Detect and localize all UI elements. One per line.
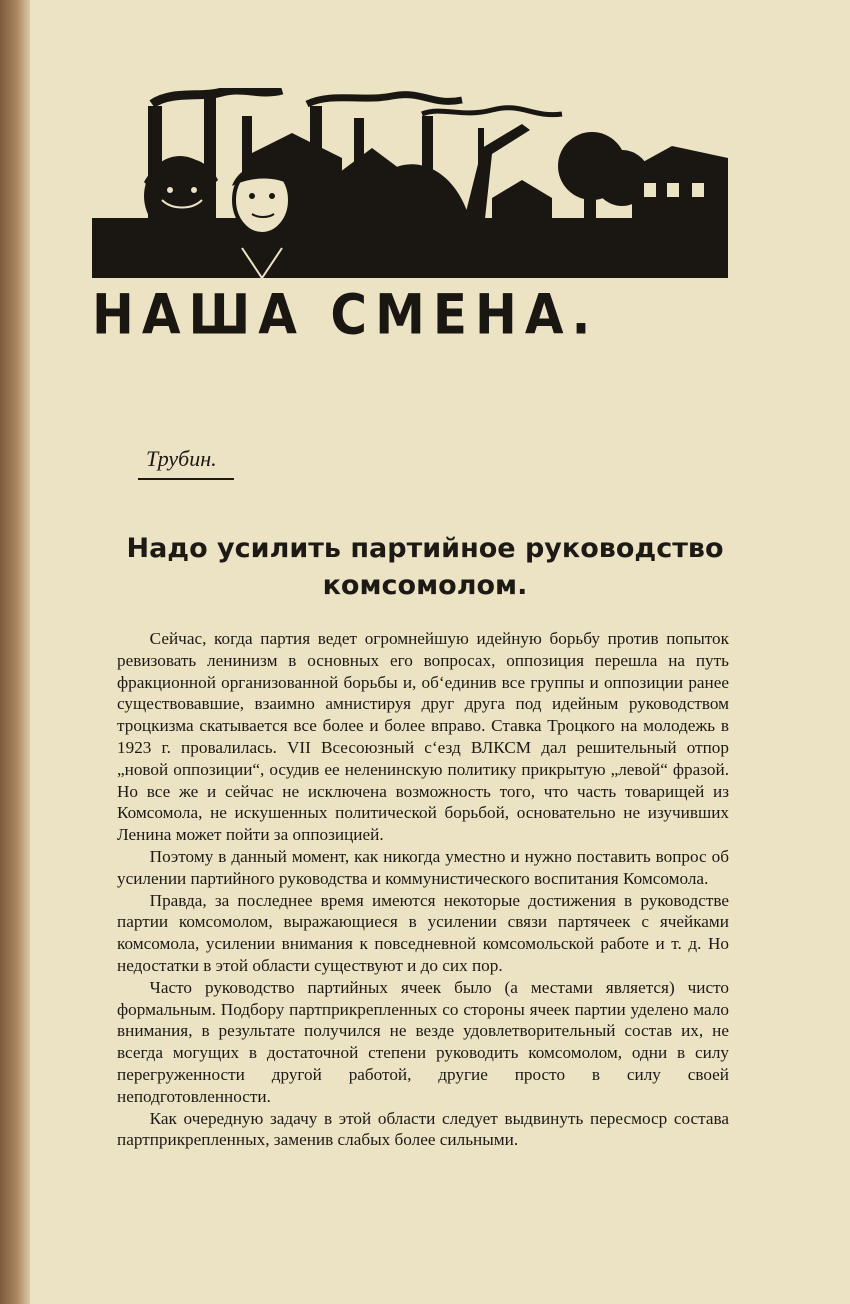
article-author: Трубин. [146,446,217,471]
header-illustration [92,88,728,278]
article-paragraph: Сейчас, когда партия ведет огромнейшую идейную борьбу против попыток ревизовать ленинизм в основных его вопросах, оппозиция перешла на путь фракционной организованной борьбы и, об‘единив все группы и оппозиции ранее существовавшие, взаимно амнистируя друг друга под идейным руководством троцкизма скатывается все более и более вправо. Ставка Троцкого на молодежь в 1923 г. провалилась. VII Всесоюзный с‘езд ВЛКСМ дал решительный отпор „новой оппозиции“, осудив ее неленинскую политику прикрытую „левой“ фразой. Но все же и сейчас не исключена возможность того, что часть товарищей из Комсомола, не искушенных политической борьбой, основательно не изучивших Ленина может пойти за оппозицией. [117,629,729,845]
author-underline [138,478,234,480]
article-paragraph: Поэтому в данный момент, как никогда уместно и нужно поставить вопрос об усилении партийного руководства и коммунистического воспитания Комсомола. [117,846,729,888]
factory-youth-illustration [92,88,728,278]
magazine-section-title: НАША СМЕНА. [92,283,599,347]
headline-line-1: Надо усилить партийное руководство [126,533,724,564]
article-body [117,628,729,1151]
headline-line-2: комсомолом. [322,570,528,601]
page-binding-edge [0,0,30,1304]
article-paragraph: Правда, за последнее время имеются некоторые достижения в руководстве партии комсомолом, выражающиеся в усилении связи партячеек с ячейками комсомола, усилении внимания к повседневной комсомольской работе и т. д. Но недостатки в этой области существуют и до сих пор. [117,890,729,975]
article-headline [60,530,790,604]
article-paragraph: Как очередную задачу в этой области следует выдвинуть пересмоср состава партприкрепленных, заменив слабых более сильными. [117,1108,729,1150]
article-paragraph: Часто руководство партийных ячеек было (а местами является) чисто формальным. Подбору партприкрепленных со стороны ячеек партии уделено мало внимания, в результате получился не везде удовлетворительный состав их, не всегда могущих в достаточной степени руководить комсомолом, одни в силу перегруженности другой работой, другие просто в силу своей неподготовленности. [117,977,729,1106]
